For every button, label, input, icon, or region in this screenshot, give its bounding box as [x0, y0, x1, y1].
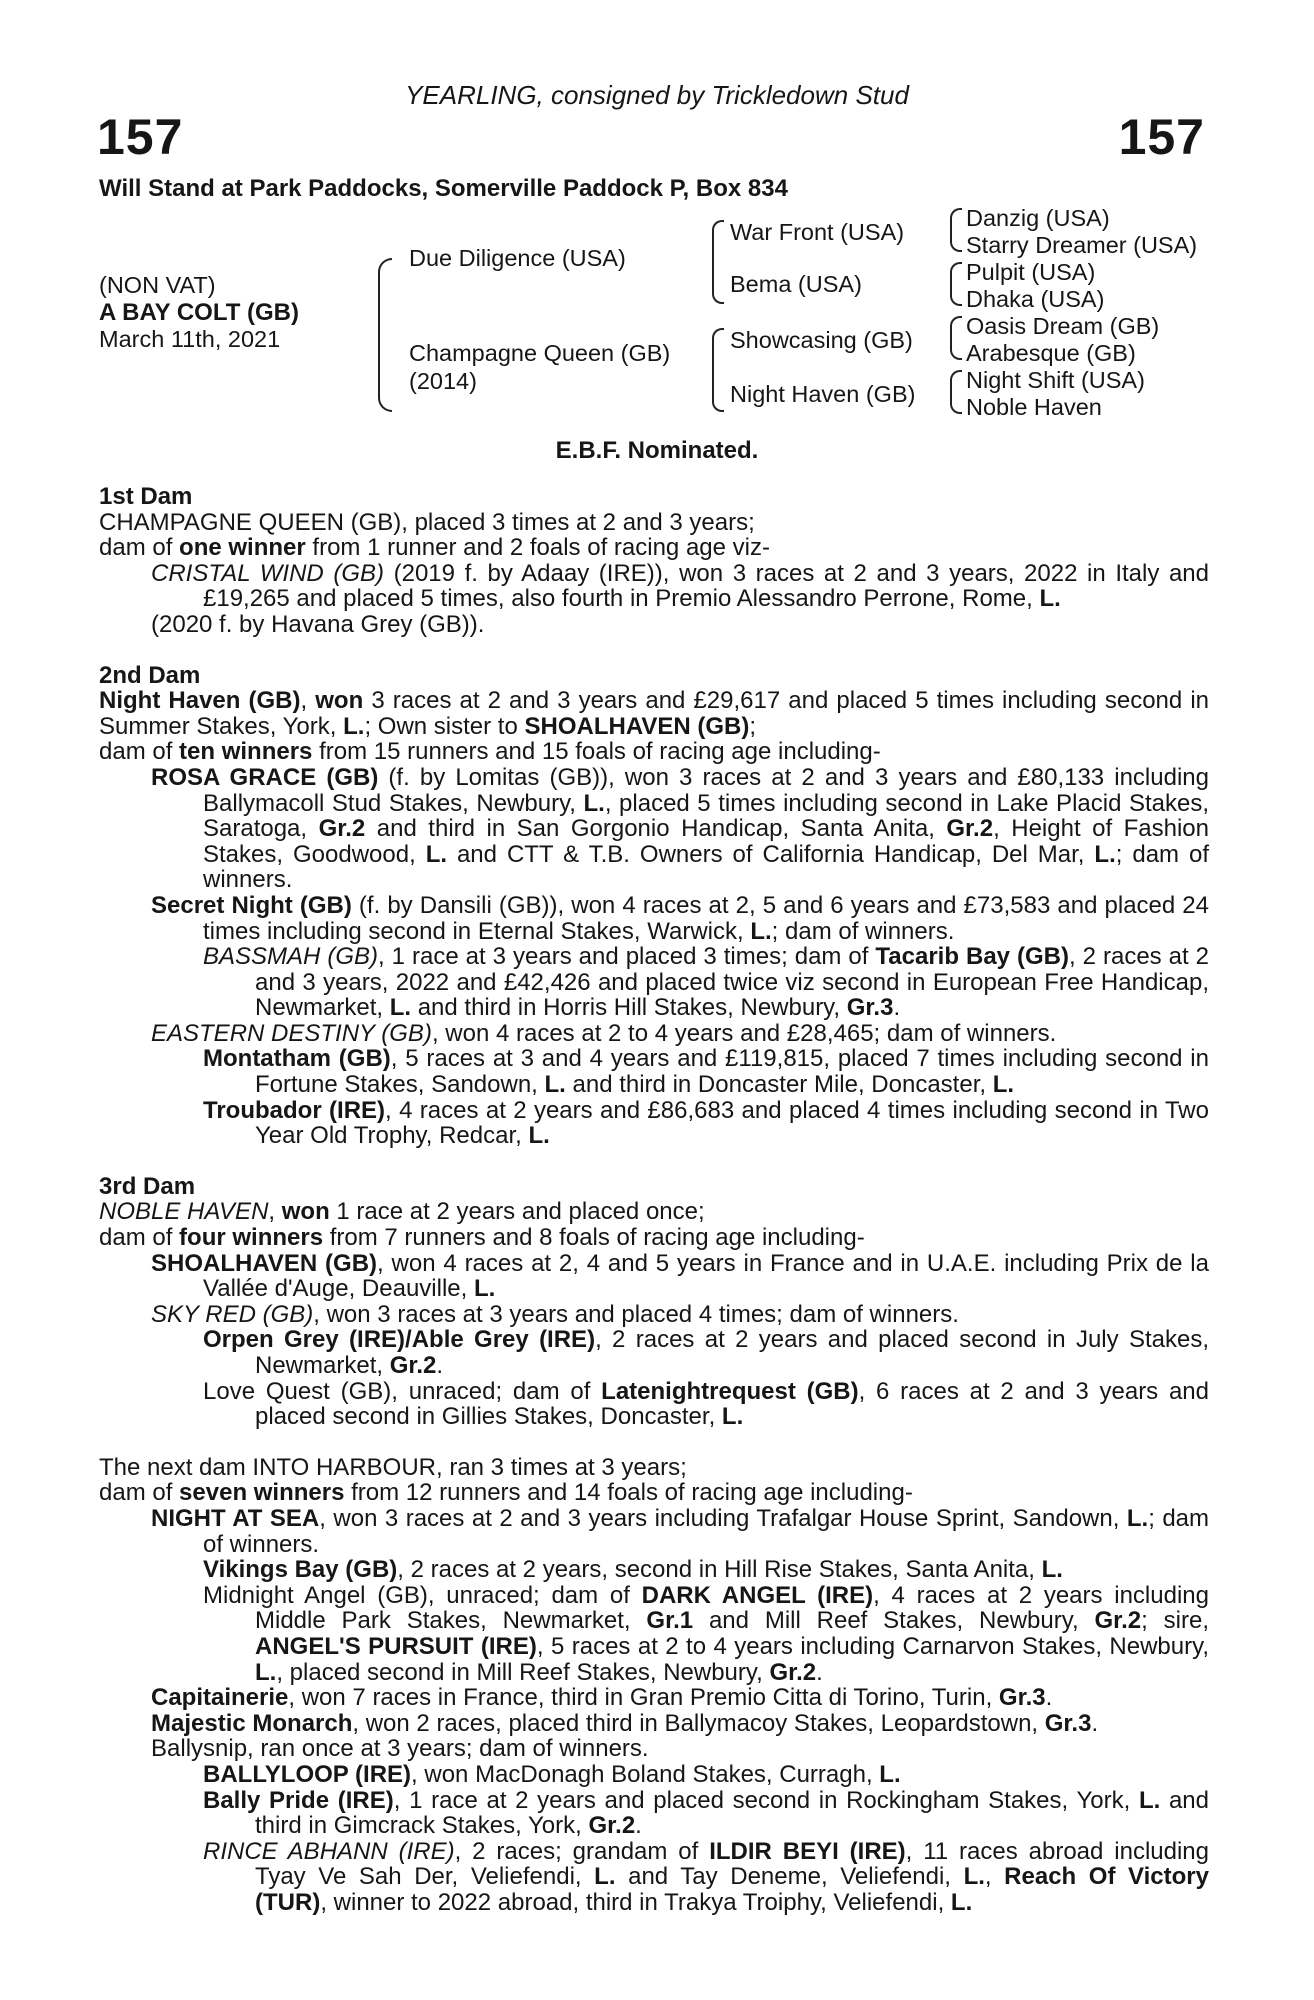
- pedigree-entry: The next dam INTO HARBOUR, ran 3 times at 3 years;: [99, 1453, 687, 1481]
- sire-dam: Bema (USA): [730, 271, 862, 297]
- pedigree-entry: Orpen Grey (IRE)/Able Grey (IRE), 2 races at 2 years and placed second in July Stakes, Newmarket, Gr.2.: [203, 1326, 1209, 1379]
- pedigree-brace-ds: [950, 316, 962, 360]
- pedigree-brace-dd: [950, 370, 962, 414]
- pedigree-entry: Troubador (IRE), 4 races at 2 years and £86,683 and placed 4 times including second in Two Year Old Trophy, Redcar, L.: [203, 1096, 1209, 1150]
- gg-sire-1: Danzig (USA): [966, 205, 1110, 231]
- gg-dam-1: Starry Dreamer (USA): [966, 232, 1198, 258]
- gg-sire-3: Oasis Dream (GB): [966, 313, 1160, 339]
- pedigree-entry: dam of one winner from 1 runner and 2 foals of racing age viz-: [99, 534, 770, 562]
- section-heading: 3rd Dam: [99, 1172, 196, 1200]
- lot-number-right: 157: [1118, 109, 1205, 165]
- pedigree-brace-sd: [950, 262, 962, 306]
- sire-sire: War Front (USA): [730, 219, 905, 245]
- pedigree-entry: SKY RED (GB), won 3 races at 3 years and placed 4 times; dam of winners.: [151, 1300, 959, 1328]
- catalogue-body: [99, 484, 1209, 1915]
- gg-sire-4: Night Shift (USA): [966, 367, 1145, 393]
- pedigree-entry: dam of ten winners from 15 runners and 15 foals of racing age including-: [99, 738, 881, 766]
- pedigree-entry: BALLYLOOP (IRE), won MacDonagh Boland Stakes, Curragh, L.: [203, 1760, 901, 1788]
- dam-name: Champagne Queen (GB): [409, 340, 671, 366]
- pedigree-entry: NIGHT AT SEA, won 3 races at 2 and 3 years including Trafalgar House Sprint, Sandown, L.; dam of winners.: [151, 1504, 1210, 1558]
- pedigree-entry: Majestic Monarch, won 2 races, placed third in Ballymacoy Stakes, Leopardstown, Gr.3.: [151, 1709, 1099, 1737]
- gg-sire-2: Pulpit (USA): [966, 259, 1096, 285]
- pedigree-brace-ss: [950, 208, 962, 252]
- foaling-date: March 11th, 2021: [99, 326, 281, 352]
- pedigree-brace-dam: [712, 328, 724, 412]
- gg-dam-4: Noble Haven: [966, 394, 1102, 420]
- pedigree-entry: EASTERN DESTINY (GB), won 4 races at 2 to 4 years and £28,465; dam of winners.: [151, 1019, 1057, 1047]
- pedigree-entry: ROSA GRACE (GB) (f. by Lomitas (GB)), won 3 races at 2 and 3 years and £80,133 including Ballymacoll Stud Stakes, Newbury, L., placed 5 times including second in Lake Placid Stakes, Saratoga, Gr.2 and third in San Gorgonio Handicap, Santa Anita, Gr.2, Height of Fashion Stakes, Goodwood, L. and CTT & T.B. Owners of California Handicap, Del Mar, L.; dam of winners.: [151, 763, 1209, 894]
- pedigree-entry: Montatham (GB), 5 races at 3 and 4 years and £119,815, placed 7 times including second in Fortune Stakes, Sandown, L. and third in Doncaster Mile, Doncaster, L.: [203, 1045, 1209, 1099]
- section-heading: 1st Dam: [99, 483, 193, 510]
- horse-name: A BAY COLT (GB): [99, 299, 300, 326]
- pedigree-entry: Bally Pride (IRE), 1 race at 2 years and placed second in Rockingham Stakes, York, L. and third in Gimcrack Stakes, York, Gr.2.: [203, 1786, 1209, 1840]
- sire-name: Due Diligence (USA): [409, 245, 626, 271]
- pedigree-entry: CHAMPAGNE QUEEN (GB), placed 3 times at 2 and 3 years;: [99, 508, 755, 536]
- gg-dam-3: Arabesque (GB): [966, 340, 1136, 366]
- pedigree-entry: Secret Night (GB) (f. by Dansili (GB)), won 4 races at 2, 5 and 6 years and £73,583 and placed 24 times including second in Eternal Stakes, Warwick, L.; dam of winners.: [151, 891, 1210, 945]
- dam-sire: Showcasing (GB): [730, 327, 913, 353]
- pedigree-entry: Midnight Angel (GB), unraced; dam of DARK ANGEL (IRE), 4 races at 2 years including Middle Park Stakes, Newmarket, Gr.1 and Mill Reef Stakes, Newbury, Gr.2; sire, ANGEL'S PURSUIT (IRE), 5 races at 2 to 4 years including Carnarvon Stakes, Newbury, L., placed second in Mill Reef Stakes, Newbury, Gr.2.: [203, 1581, 1209, 1686]
- pedigree-entry: NOBLE HAVEN, won 1 race at 2 years and placed once;: [99, 1198, 705, 1226]
- pedigree-entry: SHOALHAVEN (GB), won 4 races at 2, 4 and 5 years in France and in U.A.E. including Prix de la Vallée d'Auge, Deauville, L.: [151, 1249, 1209, 1303]
- pedigree-entry: Love Quest (GB), unraced; dam of Latenightrequest (GB), 6 races at 2 and 3 years and placed second in Gillies Stakes, Doncaster, L.: [203, 1377, 1209, 1431]
- stand-location: Will Stand at Park Paddocks, Somerville Paddock P, Box 834: [99, 175, 788, 202]
- dam-dam: Night Haven (GB): [730, 381, 916, 407]
- pedigree-entry: Night Haven (GB), won 3 races at 2 and 3 years and £29,617 and placed 5 times including second in Summer Stakes, York, L.; Own sister to SHOALHAVEN (GB);: [99, 687, 1210, 740]
- pedigree-brace-main: [378, 258, 392, 412]
- pedigree-entry: Ballysnip, ran once at 3 years; dam of winners.: [151, 1735, 649, 1763]
- pedigree-entry: CRISTAL WIND (GB) (2019 f. by Adaay (IRE)), won 3 races at 2 and 3 years, 2022 in Italy and £19,265 and placed 5 times, also fourth in Premio Alessandro Perrone, Rome, L.: [151, 559, 1209, 613]
- pedigree-entry: (2020 f. by Havana Grey (GB)).: [151, 610, 485, 638]
- vat-status: (NON VAT): [99, 272, 216, 298]
- section-heading: 2nd Dam: [99, 661, 201, 689]
- pedigree-entry: dam of four winners from 7 runners and 8 foals of racing age including-: [99, 1224, 865, 1252]
- pedigree-entry: Capitainerie, won 7 races in France, third in Gran Premio Citta di Torino, Turin, Gr.3.: [151, 1684, 1053, 1712]
- pedigree-entry: BASSMAH (GB), 1 race at 3 years and placed 3 times; dam of Tacarib Bay (GB), 2 races at 2 and 3 years, 2022 and £42,426 and placed twice viz second in European Free Handicap, Newmarket, L. and third in Horris Hill Stakes, Newbury, Gr.3.: [203, 943, 1210, 1022]
- pedigree-brace-sire: [712, 220, 724, 304]
- dam-foal-year: (2014): [409, 368, 477, 394]
- pedigree-entry: Vikings Bay (GB), 2 races at 2 years, second in Hill Rise Stakes, Santa Anita, L.: [203, 1556, 1063, 1584]
- consignor-line: YEARLING, consigned by Trickledown Stud: [405, 80, 909, 110]
- pedigree-entry: RINCE ABHANN (IRE), 2 races; grandam of ILDIR BEYI (IRE), 11 races abroad including Tyay Ve Sah Der, Veliefendi, L. and Tay Deneme, Veliefendi, L., Reach Of Victory (TUR), winner to 2022 abroad, third in Trakya Troiphy, Veliefendi, L.: [203, 1837, 1209, 1916]
- gg-dam-2: Dhaka (USA): [966, 286, 1105, 312]
- lot-number-left: 157: [97, 109, 184, 165]
- ebf-nomination: E.B.F. Nominated.: [555, 437, 759, 464]
- pedigree-entry: dam of seven winners from 12 runners and 14 foals of racing age including-: [99, 1479, 913, 1507]
